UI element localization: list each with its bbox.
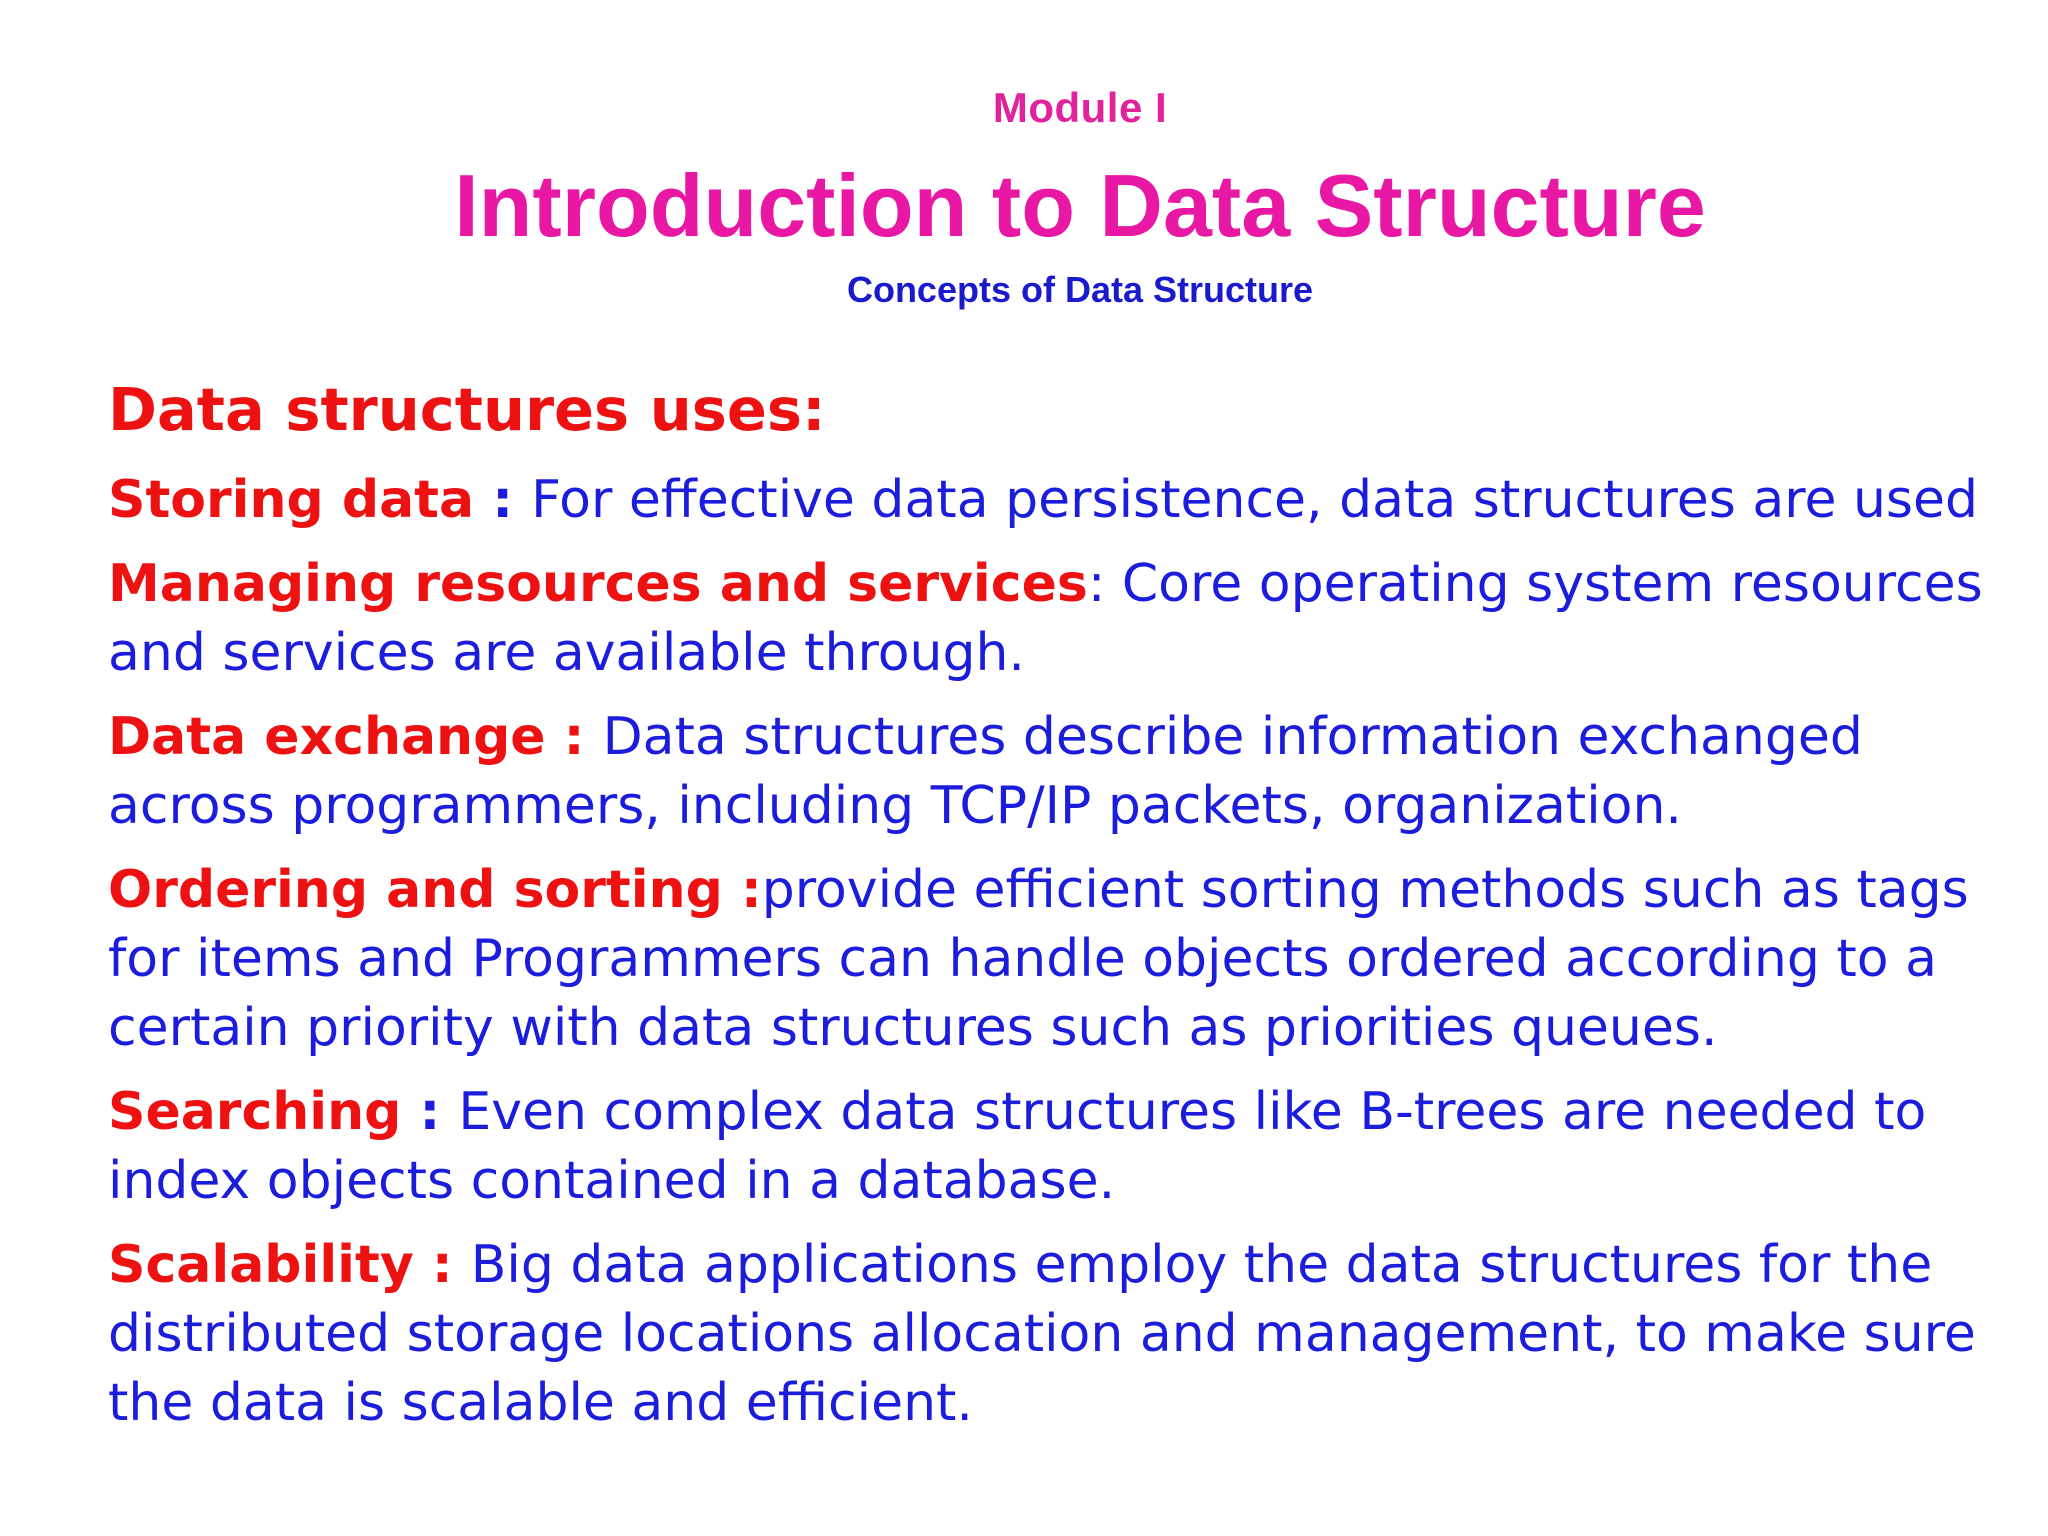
use-item-ordering-sorting bbox=[108, 856, 1998, 1063]
use-term: Ordering and sorting : bbox=[108, 859, 762, 920]
use-separator: : bbox=[401, 1081, 459, 1142]
use-term: Searching bbox=[108, 1081, 402, 1142]
slide-title: Introduction to Data Structure bbox=[454, 156, 1706, 255]
use-separator: : bbox=[474, 469, 532, 530]
slide-subtitle: Concepts of Data Structure bbox=[846, 269, 1314, 310]
use-item-searching bbox=[108, 1078, 1998, 1216]
use-description: For effective data persistence, data structures are used bbox=[531, 469, 1979, 530]
use-term: Scalability : bbox=[108, 1234, 471, 1295]
use-term: Storing data bbox=[108, 469, 475, 530]
use-description: Data structures describe information exchanged across programmers, including TCP/IP packets, organization. bbox=[108, 706, 1863, 836]
slide-content bbox=[108, 375, 1998, 1453]
use-separator: : bbox=[1087, 553, 1122, 614]
section-heading: Data structures uses: bbox=[108, 375, 826, 444]
use-item-managing-resources bbox=[108, 550, 1998, 688]
use-item-data-exchange bbox=[108, 703, 1998, 841]
use-term: Managing resources and services bbox=[108, 553, 1088, 614]
use-description: Even complex data structures like B-trees are needed to index objects contained in a database. bbox=[108, 1081, 1927, 1211]
use-description: Core operating system resources and services are available through. bbox=[108, 553, 1983, 683]
use-description: Big data applications employ the data structures for the distributed storage locations allocation and management, to make sure the data is scalable and efficient. bbox=[108, 1234, 1976, 1433]
use-term: Data exchange : bbox=[108, 706, 603, 767]
use-description: provide efficient sorting methods such as tags for items and Programmers can handle objects ordered according to a certain priority with data structures such as priorities queues. bbox=[108, 859, 1969, 1058]
use-item-storing-data bbox=[108, 466, 1998, 535]
use-item-scalability bbox=[108, 1231, 1998, 1438]
module-label: Module I bbox=[992, 84, 1168, 131]
